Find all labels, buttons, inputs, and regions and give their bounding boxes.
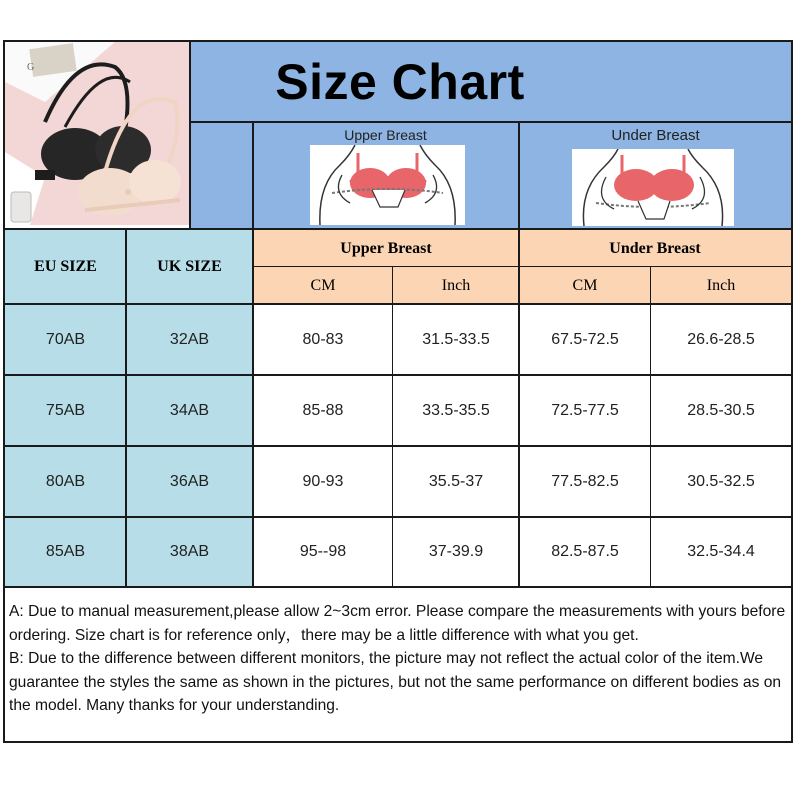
upper-breast-header: Upper Breast: [340, 239, 432, 257]
upper-inch-cell: 37-39.9: [428, 543, 484, 560]
page-title: Size Chart: [275, 54, 525, 110]
upper-cm-cell: 95--98: [299, 543, 347, 560]
svg-text:G: G: [27, 62, 35, 73]
uk-size-cell: 36AB: [169, 472, 210, 490]
eu-size-cell: 85AB: [45, 543, 86, 560]
upper-cm-cell: 90-93: [302, 472, 344, 490]
eu-size-cell: 75AB: [45, 401, 86, 419]
under-inch-cell: 28.5-30.5: [687, 401, 755, 419]
upper-inch-cell: 33.5-35.5: [422, 401, 490, 419]
upper-cm-cell: 80-83: [302, 330, 344, 348]
uk-size-cell: 32AB: [169, 330, 210, 348]
upper-inch-cell: 35.5-37: [428, 472, 484, 490]
unit-header-under-cm: CM: [572, 276, 598, 294]
uk-size-header: UK SIZE: [157, 258, 222, 275]
note-b: B: Due to the difference between different monitors, the picture may not reflect the actual color of the item.We guarantee the styles the same as shown in the pictures, but not the same performance on different bodies as on the model. Many thanks for your understanding.: [9, 650, 782, 714]
chart-frame: [3, 40, 793, 743]
uk-size-cell: 34AB: [169, 401, 210, 419]
upper-cm-cell: 85-88: [302, 401, 344, 419]
unit-header-under-inch: Inch: [706, 276, 736, 294]
upper-breast-illustration-label: Upper Breast: [344, 127, 427, 143]
under-inch-cell: 32.5-34.4: [687, 543, 755, 560]
under-cm-cell: 67.5-72.5: [551, 330, 619, 348]
under-cm-cell: 72.5-77.5: [551, 401, 619, 419]
upper-inch-cell: 31.5-33.5: [422, 330, 490, 348]
under-cm-cell: 82.5-87.5: [551, 543, 619, 560]
under-breast-illustration-label: Under Breast: [611, 126, 700, 144]
under-cm-cell: 77.5-82.5: [551, 472, 619, 490]
unit-header-upper-inch: Inch: [441, 276, 471, 294]
unit-header-upper-cm: CM: [310, 276, 336, 294]
eu-size-cell: 70AB: [45, 330, 86, 348]
under-inch-cell: 30.5-32.5: [687, 472, 755, 490]
uk-size-cell: 38AB: [169, 543, 210, 560]
eu-size-cell: 80AB: [45, 472, 86, 490]
eu-size-header: EU SIZE: [34, 258, 97, 275]
under-breast-header: Under Breast: [609, 239, 701, 257]
under-inch-cell: 26.6-28.5: [687, 330, 755, 348]
note-a: A: Due to manual measurement,please allow 2~3cm error. Please compare the measurements with yours before ordering. Size chart is for reference only，there may be a little difference with what you get.: [9, 603, 786, 644]
